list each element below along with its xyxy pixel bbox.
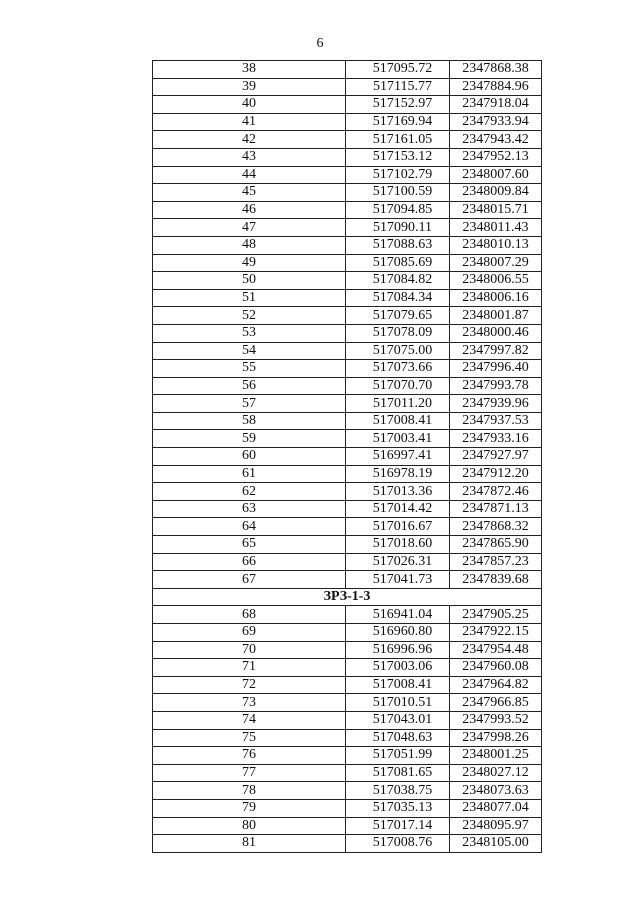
table-row (153, 465, 542, 483)
x-coordinate-cell: 517018.60 (346, 536, 450, 554)
point-number-cell: 71 (153, 659, 346, 677)
point-number-cell: 47 (153, 219, 346, 237)
x-coordinate-cell: 517017.14 (346, 817, 450, 835)
x-coordinate-cell: 517090.11 (346, 219, 450, 237)
point-number-cell: 44 (153, 166, 346, 184)
point-number-cell: 80 (153, 817, 346, 835)
y-coordinate-cell: 2348073.63 (450, 782, 542, 800)
x-coordinate-cell: 517041.73 (346, 571, 450, 589)
x-coordinate-cell: 516978.19 (346, 465, 450, 483)
table-row (153, 131, 542, 149)
table-row (153, 659, 542, 677)
point-number-cell: 43 (153, 148, 346, 166)
point-number-cell: 64 (153, 518, 346, 536)
x-coordinate-cell: 517008.41 (346, 412, 450, 430)
y-coordinate-cell: 2348010.13 (450, 236, 542, 254)
x-coordinate-cell: 517013.36 (346, 483, 450, 501)
coordinates-table (152, 60, 542, 853)
y-coordinate-cell: 2348077.04 (450, 799, 542, 817)
x-coordinate-cell: 516996.96 (346, 641, 450, 659)
y-coordinate-cell: 2347943.42 (450, 131, 542, 149)
y-coordinate-cell: 2348009.84 (450, 184, 542, 202)
x-coordinate-cell: 517038.75 (346, 782, 450, 800)
table-row (153, 324, 542, 342)
x-coordinate-cell: 517161.05 (346, 131, 450, 149)
x-coordinate-cell: 517008.76 (346, 835, 450, 853)
y-coordinate-cell: 2347872.46 (450, 483, 542, 501)
point-number-cell: 51 (153, 289, 346, 307)
x-coordinate-cell: 516941.04 (346, 606, 450, 624)
point-number-cell: 81 (153, 835, 346, 853)
y-coordinate-cell: 2347868.32 (450, 518, 542, 536)
x-coordinate-cell: 517169.94 (346, 113, 450, 131)
x-coordinate-cell: 517010.51 (346, 694, 450, 712)
x-coordinate-cell: 517008.41 (346, 676, 450, 694)
section-title: ЗРЗ-1-3 (153, 588, 542, 606)
point-number-cell: 60 (153, 448, 346, 466)
x-coordinate-cell: 517102.79 (346, 166, 450, 184)
y-coordinate-cell: 2347993.78 (450, 377, 542, 395)
y-coordinate-cell: 2347954.48 (450, 641, 542, 659)
x-coordinate-cell: 516997.41 (346, 448, 450, 466)
x-coordinate-cell: 517078.09 (346, 324, 450, 342)
y-coordinate-cell: 2347933.94 (450, 113, 542, 131)
table-section-header (153, 588, 542, 606)
point-number-cell: 72 (153, 676, 346, 694)
point-number-cell: 67 (153, 571, 346, 589)
table-row (153, 747, 542, 765)
point-number-cell: 63 (153, 500, 346, 518)
table-row (153, 764, 542, 782)
y-coordinate-cell: 2348001.25 (450, 747, 542, 765)
y-coordinate-cell: 2347996.40 (450, 360, 542, 378)
y-coordinate-cell: 2348011.43 (450, 219, 542, 237)
y-coordinate-cell: 2347927.97 (450, 448, 542, 466)
page-number: 6 (316, 36, 324, 51)
y-coordinate-cell: 2348095.97 (450, 817, 542, 835)
table-row (153, 782, 542, 800)
x-coordinate-cell: 517003.06 (346, 659, 450, 677)
table-row (153, 307, 542, 325)
x-coordinate-cell: 517051.99 (346, 747, 450, 765)
point-number-cell: 38 (153, 61, 346, 79)
table-row (153, 729, 542, 747)
y-coordinate-cell: 2347918.04 (450, 96, 542, 114)
y-coordinate-cell: 2348006.55 (450, 272, 542, 290)
y-coordinate-cell: 2347922.15 (450, 624, 542, 642)
point-number-cell: 69 (153, 624, 346, 642)
table-row (153, 536, 542, 554)
point-number-cell: 52 (153, 307, 346, 325)
y-coordinate-cell: 2347966.85 (450, 694, 542, 712)
x-coordinate-cell: 517043.01 (346, 711, 450, 729)
point-number-cell: 50 (153, 272, 346, 290)
point-number-cell: 65 (153, 536, 346, 554)
table-row (153, 606, 542, 624)
table-row (153, 236, 542, 254)
point-number-cell: 40 (153, 96, 346, 114)
y-coordinate-cell: 2347997.82 (450, 342, 542, 360)
x-coordinate-cell: 517048.63 (346, 729, 450, 747)
table-row (153, 483, 542, 501)
y-coordinate-cell: 2348105.00 (450, 835, 542, 853)
table-row (153, 412, 542, 430)
x-coordinate-cell: 517035.13 (346, 799, 450, 817)
table-row (153, 360, 542, 378)
point-number-cell: 48 (153, 236, 346, 254)
table-row (153, 342, 542, 360)
x-coordinate-cell: 517079.65 (346, 307, 450, 325)
section-header-row (153, 588, 542, 606)
x-coordinate-cell: 517081.65 (346, 764, 450, 782)
point-number-cell: 77 (153, 764, 346, 782)
x-coordinate-cell: 517011.20 (346, 395, 450, 413)
y-coordinate-cell: 2348001.87 (450, 307, 542, 325)
x-coordinate-cell: 517026.31 (346, 553, 450, 571)
table-row (153, 799, 542, 817)
x-coordinate-cell: 517070.70 (346, 377, 450, 395)
point-number-cell: 62 (153, 483, 346, 501)
x-coordinate-cell: 517014.42 (346, 500, 450, 518)
point-number-cell: 70 (153, 641, 346, 659)
x-coordinate-cell: 517152.97 (346, 96, 450, 114)
point-number-cell: 74 (153, 711, 346, 729)
table-row (153, 148, 542, 166)
point-number-cell: 55 (153, 360, 346, 378)
point-number-cell: 41 (153, 113, 346, 131)
point-number-cell: 53 (153, 324, 346, 342)
y-coordinate-cell: 2348027.12 (450, 764, 542, 782)
y-coordinate-cell: 2348015.71 (450, 201, 542, 219)
y-coordinate-cell: 2347937.53 (450, 412, 542, 430)
table-row (153, 430, 542, 448)
table-row (153, 448, 542, 466)
y-coordinate-cell: 2347884.96 (450, 78, 542, 96)
table-row (153, 96, 542, 114)
table-row (153, 500, 542, 518)
table-body-section-a (153, 61, 542, 589)
y-coordinate-cell: 2347857.23 (450, 553, 542, 571)
point-number-cell: 68 (153, 606, 346, 624)
x-coordinate-cell: 517088.63 (346, 236, 450, 254)
x-coordinate-cell: 517016.67 (346, 518, 450, 536)
x-coordinate-cell: 517084.34 (346, 289, 450, 307)
table-row (153, 289, 542, 307)
table-row (153, 61, 542, 79)
table-row (153, 254, 542, 272)
x-coordinate-cell: 517095.72 (346, 61, 450, 79)
table-row (153, 166, 542, 184)
table-row (153, 219, 542, 237)
point-number-cell: 54 (153, 342, 346, 360)
x-coordinate-cell: 517115.77 (346, 78, 450, 96)
point-number-cell: 42 (153, 131, 346, 149)
table-row (153, 711, 542, 729)
y-coordinate-cell: 2347960.08 (450, 659, 542, 677)
point-number-cell: 58 (153, 412, 346, 430)
point-number-cell: 59 (153, 430, 346, 448)
point-number-cell: 45 (153, 184, 346, 202)
x-coordinate-cell: 517094.85 (346, 201, 450, 219)
point-number-cell: 76 (153, 747, 346, 765)
y-coordinate-cell: 2347912.20 (450, 465, 542, 483)
table-row (153, 78, 542, 96)
table-row (153, 571, 542, 589)
y-coordinate-cell: 2348007.29 (450, 254, 542, 272)
x-coordinate-cell: 516960.80 (346, 624, 450, 642)
point-number-cell: 61 (153, 465, 346, 483)
table-row (153, 835, 542, 853)
point-number-cell: 79 (153, 799, 346, 817)
table-row (153, 377, 542, 395)
table-row (153, 817, 542, 835)
y-coordinate-cell: 2347865.90 (450, 536, 542, 554)
y-coordinate-cell: 2347939.96 (450, 395, 542, 413)
point-number-cell: 49 (153, 254, 346, 272)
point-number-cell: 46 (153, 201, 346, 219)
x-coordinate-cell: 517075.00 (346, 342, 450, 360)
x-coordinate-cell: 517085.69 (346, 254, 450, 272)
table-row (153, 676, 542, 694)
table-row (153, 201, 542, 219)
table-row (153, 184, 542, 202)
table-row (153, 113, 542, 131)
table-row (153, 395, 542, 413)
table-row (153, 553, 542, 571)
point-number-cell: 39 (153, 78, 346, 96)
y-coordinate-cell: 2347871.13 (450, 500, 542, 518)
point-number-cell: 78 (153, 782, 346, 800)
point-number-cell: 75 (153, 729, 346, 747)
table-row (153, 624, 542, 642)
x-coordinate-cell: 517003.41 (346, 430, 450, 448)
point-number-cell: 56 (153, 377, 346, 395)
x-coordinate-cell: 517073.66 (346, 360, 450, 378)
y-coordinate-cell: 2348006.16 (450, 289, 542, 307)
x-coordinate-cell: 517100.59 (346, 184, 450, 202)
table-row (153, 518, 542, 536)
x-coordinate-cell: 517084.82 (346, 272, 450, 290)
y-coordinate-cell: 2347998.26 (450, 729, 542, 747)
point-number-cell: 66 (153, 553, 346, 571)
table-row (153, 272, 542, 290)
table-row (153, 641, 542, 659)
table-row (153, 694, 542, 712)
x-coordinate-cell: 517153.12 (346, 148, 450, 166)
y-coordinate-cell: 2347905.25 (450, 606, 542, 624)
point-number-cell: 73 (153, 694, 346, 712)
y-coordinate-cell: 2347933.16 (450, 430, 542, 448)
y-coordinate-cell: 2347839.68 (450, 571, 542, 589)
y-coordinate-cell: 2348000.46 (450, 324, 542, 342)
y-coordinate-cell: 2347952.13 (450, 148, 542, 166)
y-coordinate-cell: 2348007.60 (450, 166, 542, 184)
y-coordinate-cell: 2347868.38 (450, 61, 542, 79)
y-coordinate-cell: 2347964.82 (450, 676, 542, 694)
point-number-cell: 57 (153, 395, 346, 413)
y-coordinate-cell: 2347993.52 (450, 711, 542, 729)
table-body-section-b (153, 606, 542, 852)
